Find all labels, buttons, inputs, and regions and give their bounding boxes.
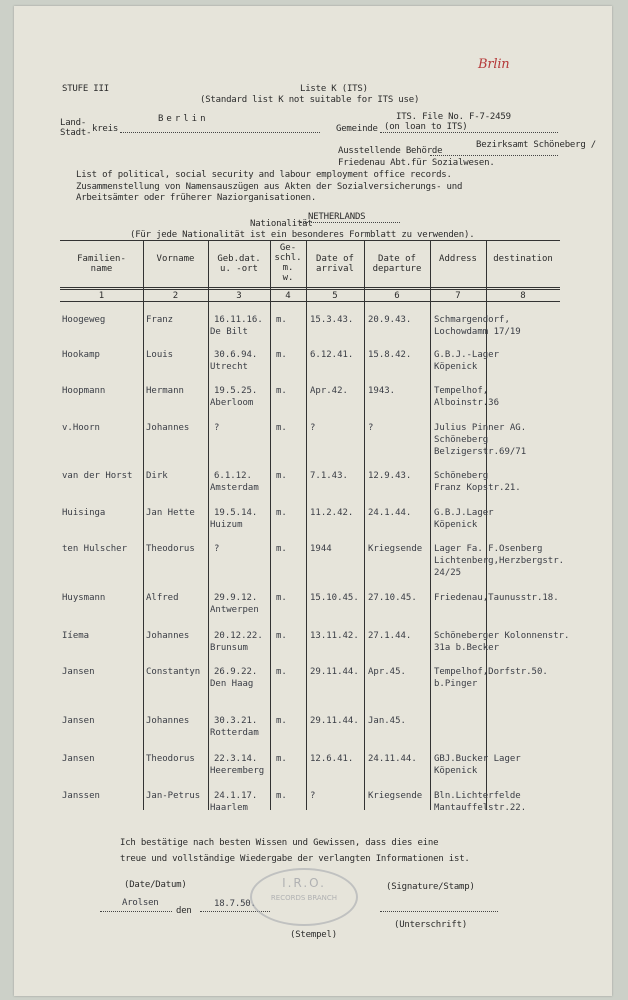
address-cell: Schöneberg Franz Kopstr.21. [434, 471, 521, 493]
surname-cell: Hoopmann [62, 386, 106, 396]
first-cell: Theodorus [146, 544, 195, 554]
stadt-label: Stadt- [60, 128, 92, 138]
sex-cell: m. [276, 350, 287, 360]
german-description-1: Zusammenstellung von Namensauszügen aus Akten der Sozialversicherungs- und [76, 182, 463, 192]
place-line [100, 911, 172, 912]
birth-date: 19.5.14. [214, 508, 258, 518]
birth-place: Brunsum [210, 643, 248, 653]
birth-date: 20.12.22. [214, 631, 263, 641]
sex-cell: m. [276, 716, 287, 726]
arrival-cell: 29.11.44. [310, 667, 359, 677]
date-label: (Date/Datum) [124, 880, 187, 890]
address-cell: GBJ.Bucker Lager Köpenick [434, 754, 521, 776]
bezirksamt: Bezirksamt Schöneberg / [476, 140, 597, 150]
arrival-cell: 15.10.45. [310, 593, 359, 603]
sex-cell: m. [276, 386, 287, 396]
departure-cell: 20.9.43. [368, 315, 412, 325]
birth-place: Huizum [210, 520, 243, 530]
column-header: Date of arrival [316, 254, 354, 274]
surname-cell: Janssen [62, 791, 100, 801]
column-header: Ge- schl. m. w. [274, 243, 302, 283]
birth-cell [210, 349, 257, 373]
column-number: 7 [455, 291, 461, 301]
sex-cell: m. [276, 508, 287, 518]
kreis-line [120, 132, 320, 133]
address-cell: G.B.J.Lager Köpenick [434, 508, 494, 530]
birth-cell [210, 385, 257, 409]
address-cell: Friedenau,Taunusstr.18. [434, 593, 559, 603]
surname-cell: Hookamp [62, 350, 100, 360]
address-cell: Schöneberger Kolonnenstr. 31a b.Becker [434, 631, 570, 653]
birth-cell [210, 753, 264, 777]
birth-cell [210, 543, 219, 555]
column-header: Date of departure [372, 254, 422, 274]
departure-cell: Apr.45. [368, 667, 406, 677]
address-cell: G.B.J.-Lager Köpenick [434, 350, 500, 372]
departure-cell: Kriegsende [368, 791, 423, 801]
header-rule-1 [60, 287, 560, 288]
birth-date: ? [214, 423, 220, 433]
arrival-cell: 29.11.44. [310, 716, 359, 726]
signature-label: (Signature/Stamp) [386, 882, 475, 892]
birth-place: Amsterdam [210, 483, 259, 493]
column-header: Geb.dat. u. -ort [217, 254, 261, 274]
departure-cell: 1943. [368, 386, 396, 396]
english-description: List of political, social security and labour employment office records. [76, 170, 452, 180]
first-cell: Johannes [146, 631, 190, 641]
sex-cell: m. [276, 593, 287, 603]
surname-cell: Jansen [62, 716, 95, 726]
column-header: Vorname [156, 254, 195, 264]
arrival-cell: ? [310, 791, 316, 801]
surname-cell: Hoogeweg [62, 315, 106, 325]
address-cell: Julius Pinner AG. Schöneberg Belzigerstr.69/71 [434, 423, 527, 457]
stamp-top-text: I.R.O. [282, 876, 326, 890]
first-cell: Jan Hette [146, 508, 195, 518]
birth-place: Heeremberg [210, 766, 265, 776]
address-cell: Lager Fa. F.Osenberg Lichtenberg,Herzbergstr. 24/25 [434, 544, 565, 578]
iro-stamp [250, 868, 358, 926]
birth-cell [210, 422, 219, 434]
address-cell: Bln.Lichterfelde Mantauffelstr.22. [434, 791, 527, 813]
stempel-label: (Stempel) [290, 930, 337, 940]
birth-cell [210, 666, 257, 690]
arrival-cell: 15.3.43. [310, 315, 354, 325]
birth-date: 22.3.14. [214, 754, 258, 764]
column-number: 3 [236, 291, 242, 301]
sex-cell: m. [276, 631, 287, 641]
column-divider [306, 240, 307, 810]
arrival-cell: 1944 [310, 544, 332, 554]
birth-date: 30.6.94. [214, 350, 258, 360]
first-cell: Dirk [146, 471, 168, 481]
unterschrift-label: (Unterschrift) [394, 920, 468, 930]
land-label: Land- [60, 118, 87, 128]
kreis-label: kreis [92, 124, 119, 134]
first-cell: Hermann [146, 386, 184, 396]
sex-cell: m. [276, 544, 287, 554]
gemeinde-label: Gemeinde [336, 124, 378, 134]
column-divider [143, 240, 144, 810]
column-divider [430, 240, 431, 810]
signature-line [380, 911, 498, 912]
column-header: destination [493, 254, 553, 264]
arrival-cell: Apr.42. [310, 386, 348, 396]
birth-place: Aberloom [210, 398, 254, 408]
german-description-2: Arbeitsämter oder früherer Naziorganisationen. [76, 193, 317, 203]
birth-date: 6.1.12. [214, 471, 252, 481]
surname-cell: van der Horst [62, 471, 133, 481]
sex-cell: m. [276, 667, 287, 677]
arrival-cell: ? [310, 423, 316, 433]
standard-note: (Standard list K not suitable for ITS use) [200, 95, 420, 105]
departure-cell: 12.9.43. [368, 471, 412, 481]
issue-place: Arolsen [122, 898, 159, 908]
birth-cell [210, 314, 263, 338]
birth-place: Utrecht [210, 362, 248, 372]
column-number: 6 [394, 291, 400, 301]
issue-date: 18.7.50. [214, 899, 256, 909]
first-cell: Jan-Petrus [146, 791, 201, 801]
departure-cell: 27.10.45. [368, 593, 417, 603]
birth-cell [210, 592, 259, 616]
departure-cell: 24.1.44. [368, 508, 412, 518]
birth-date: 29.9.12. [214, 593, 258, 603]
column-number: 5 [332, 291, 338, 301]
confirmation-line-2: treue und vollständige Wiedergabe der verlangten Informationen ist. [120, 854, 470, 864]
arrival-cell: 11.2.42. [310, 508, 354, 518]
stufe-label: STUFE III [62, 84, 109, 94]
liste-title: Liste K (ITS) [300, 84, 368, 94]
header-rule-2 [60, 289, 560, 290]
sex-cell: m. [276, 791, 287, 801]
confirmation-line-1: Ich bestätige nach besten Wissen und Gewissen, dass dies eine [120, 838, 439, 848]
address-cell: Schmargendorf, Lochowdamm 17/19 [434, 315, 521, 337]
stamp-bottom-text: RECORDS BRANCH [270, 894, 338, 902]
nationality-line [300, 222, 400, 223]
surname-cell: Huisinga [62, 508, 106, 518]
its-file-no: ITS. File No. F-7-2459 [396, 112, 511, 122]
sex-cell: m. [276, 471, 287, 481]
friedenau-dept: Friedenau Abt.für Sozialwesen. [338, 158, 495, 168]
sex-cell: m. [276, 315, 287, 325]
ausstellende-line [430, 155, 558, 156]
birth-date: 16.11.16. [214, 315, 263, 325]
table-top-rule [60, 240, 560, 241]
departure-cell: 24.11.44. [368, 754, 417, 764]
departure-cell: Kriegsende [368, 544, 423, 554]
birth-date: 26.9.22. [214, 667, 258, 677]
first-cell: Johannes [146, 423, 190, 433]
gemeinde-line [380, 132, 558, 133]
birth-cell [210, 790, 257, 814]
birth-cell [210, 470, 259, 494]
arrival-cell: 12.6.41. [310, 754, 354, 764]
first-cell: Louis [146, 350, 174, 360]
surname-cell: Huysmann [62, 593, 106, 603]
sex-cell: m. [276, 754, 287, 764]
departure-cell: 15.8.42. [368, 350, 412, 360]
birth-date: 19.5.25. [214, 386, 258, 396]
city-value: Berlin [158, 114, 209, 124]
birth-place: Den Haag [210, 679, 254, 689]
surname-cell: v.Hoorn [62, 423, 100, 433]
birth-cell [210, 630, 263, 654]
column-number: 1 [98, 291, 105, 301]
first-cell: Alfred [146, 593, 179, 603]
birth-date: ? [214, 544, 220, 554]
surname-cell: Jansen [62, 667, 95, 677]
birth-place: De Bilt [210, 327, 248, 337]
arrival-cell: 6.12.41. [310, 350, 354, 360]
birth-cell [210, 715, 259, 739]
nationality-value: NETHERLANDS [308, 212, 366, 222]
departure-cell: ? [368, 423, 374, 433]
first-cell: Franz [146, 315, 174, 325]
first-cell: Johannes [146, 716, 190, 726]
surname-cell: Jansen [62, 754, 95, 764]
birth-place: Antwerpen [210, 605, 259, 615]
column-number: 2 [172, 291, 179, 301]
birth-place: Haarlem [210, 803, 248, 813]
number-row-rule [60, 301, 560, 302]
birth-date: 30.3.21. [214, 716, 258, 726]
column-number: 4 [285, 291, 291, 301]
birth-place: Rotterdam [210, 728, 259, 738]
arrival-cell: 13.11.42. [310, 631, 359, 641]
column-header: Familien- name [77, 254, 126, 274]
surname-cell: ten Hulscher [62, 544, 128, 554]
ausstellende-label: Ausstellende Behörde [338, 146, 443, 156]
birth-date: 24.1.17. [214, 791, 258, 801]
first-cell: Theodorus [146, 754, 195, 764]
handwritten-annotation: Brlin [478, 57, 510, 72]
birth-cell [210, 507, 257, 531]
den-label: den [176, 906, 192, 916]
column-divider [364, 240, 365, 810]
column-divider [208, 240, 209, 810]
on-loan-note: (on loan to ITS) [384, 122, 468, 132]
first-cell: Constantyn [146, 667, 201, 677]
column-divider [270, 240, 271, 810]
arrival-cell: 7.1.43. [310, 471, 348, 481]
departure-cell: Jan.45. [368, 716, 406, 726]
column-number: 8 [520, 291, 526, 301]
address-cell: Tempelhof, Alboinstr.36 [434, 386, 500, 408]
address-cell: Tempelhof,Dorfstr.50. b.Pinger [434, 667, 548, 689]
nationality-label: Nationalität [250, 219, 313, 229]
surname-cell: Iíema [62, 631, 90, 641]
sex-cell: m. [276, 423, 287, 433]
nationality-note: (Für jede Nationalität ist ein besonderes Formblatt zu verwenden). [130, 230, 475, 240]
departure-cell: 27.1.44. [368, 631, 412, 641]
column-header: Address [439, 254, 477, 264]
